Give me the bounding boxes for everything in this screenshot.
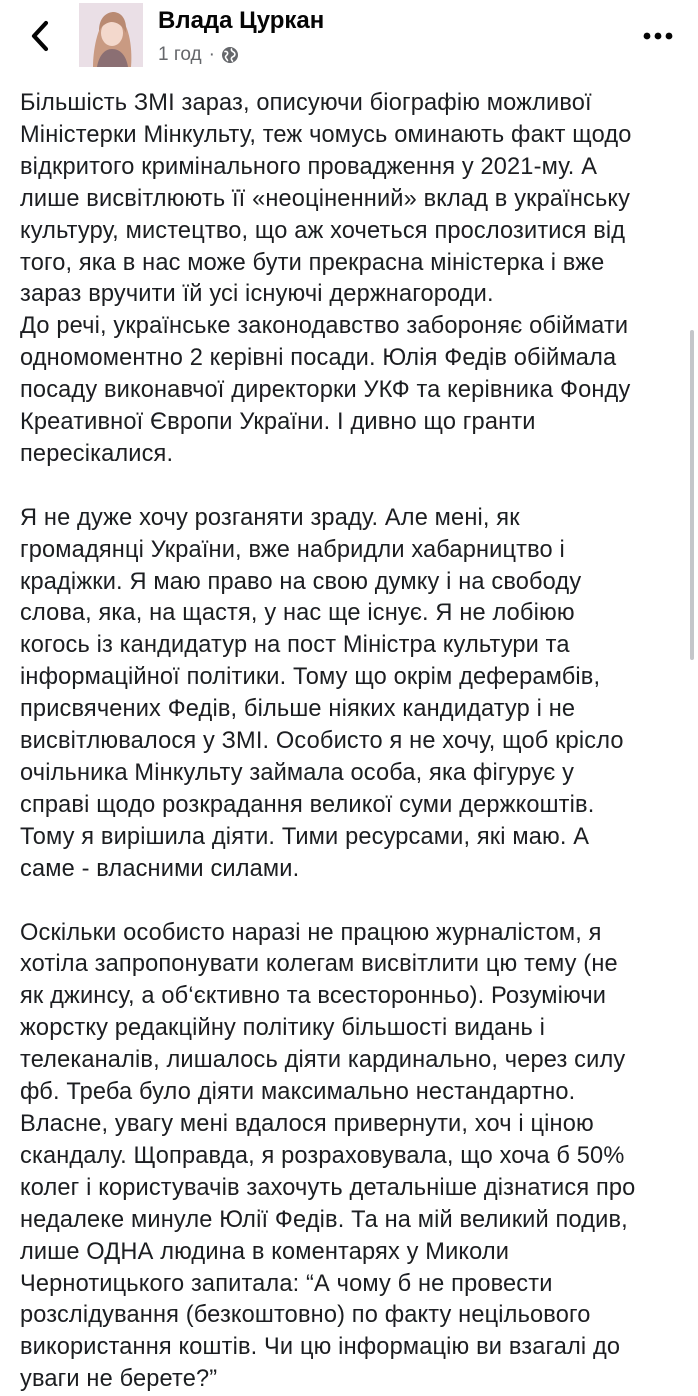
- post-line: Чернотицького запитала: “А чому б не провести: [20, 1270, 553, 1297]
- post-line: слова, яка, на щастя, у нас ще існує. Я не лобіюю: [20, 600, 575, 627]
- chevron-left-icon: [29, 18, 51, 54]
- post-line: До речі, українське законодавство забороняє обіймати: [20, 313, 629, 340]
- post-line: Я не дуже хочу розганяти зраду. Але мені, як: [20, 504, 520, 531]
- post-line: того, яка в нас може бути прекрасна міністерка і вже: [20, 249, 605, 276]
- author-name[interactable]: Влада Цуркан: [158, 7, 325, 34]
- post-line: уваги не берете?”: [20, 1366, 218, 1393]
- post-line: як джинсу, а об‘єктивно та всесторонньо). Розуміючи: [20, 983, 607, 1010]
- post-line: лише висвітлюють її «неоціненний» вклад в українську: [20, 185, 631, 212]
- more-options-button[interactable]: [636, 22, 680, 50]
- post-line: розслідування (безкоштовно) по факту нецільового: [20, 1302, 591, 1329]
- post-line: висвітлювалося у ЗМІ. Особисто я не хочу, щоб крісло: [20, 728, 624, 755]
- post-line: відкритого кримінального провадження у 2021-му. А: [20, 153, 598, 180]
- avatar-image: [79, 3, 143, 67]
- post-line: використання коштів. Чи цю інформацію ви взагалі до: [20, 1334, 621, 1361]
- post-line: крадіжки. Я маю право на свою думку і на свободу: [20, 568, 582, 595]
- post-line: скандалу. Щоправда, я розраховувала, що хоча б 50%: [20, 1142, 625, 1169]
- avatar[interactable]: [79, 3, 143, 67]
- post-line: культуру, мистецтво, що аж хочеться прослозитися від: [20, 217, 626, 244]
- post-line: Власне, увагу мені вдалося привернути, хоч і ціною: [20, 1110, 594, 1137]
- post-line: зараз вручити їй усі існуючі держнагороди.: [20, 281, 494, 308]
- post-line: посаду виконавчої директорки УКФ та керівника Фонду: [20, 377, 631, 404]
- more-dots-icon: [643, 32, 673, 40]
- paragraph-gap: [20, 886, 680, 918]
- post-line: Креативної Європи України. І дивно що гранти: [20, 409, 536, 436]
- post-line: пересікалися.: [20, 440, 174, 467]
- back-button[interactable]: [20, 14, 60, 58]
- scrollbar[interactable]: [690, 330, 694, 660]
- post-line: хотіла запропонувати колегам висвітлити цю тему (не: [20, 951, 618, 978]
- globe-icon[interactable]: [221, 46, 239, 64]
- post-line: Тому я вирішила діяти. Тими ресурсами, які маю. А: [20, 823, 590, 850]
- paragraph-gap: [20, 471, 680, 503]
- post-meta: [158, 44, 239, 66]
- post-line: очільника Мінкульту займала особа, яка фігурує у: [20, 760, 575, 787]
- post-time[interactable]: 1 год: [158, 44, 202, 65]
- post-line: лише ОДНА людина в коментарях у Миколи: [20, 1238, 510, 1265]
- post-line: жорстку редакційну політику більшості видань і: [20, 1015, 546, 1042]
- post-text: [20, 88, 680, 1396]
- post-line: фб. Треба було діяти максимально нестандартно.: [20, 1079, 576, 1106]
- post-line: саме - власними силами.: [20, 855, 300, 882]
- post-line: Більшість ЗМІ зараз, описуючи біографію можливої: [20, 90, 592, 116]
- post-line: телеканалів, лишалось діяти кардинально, через силу: [20, 1047, 626, 1074]
- meta-separator: ·: [208, 44, 215, 65]
- post-line: присвячених Федів, більше ніяких кандидатур і не: [20, 696, 576, 723]
- post-line: Міністерки Мінкульту, теж чомусь оминають факт щодо: [20, 121, 632, 148]
- post-line: громадянці України, вже набридли хабарництво і: [20, 536, 565, 563]
- post-line: недалеке минуле Юлії Федів. Та на мій великий подив,: [20, 1206, 628, 1233]
- post-line: колег і користувачів захочуть детальніше дізнатися про: [20, 1174, 636, 1201]
- post-line: Оскільки особисто наразі не працюю журналістом, я: [20, 919, 602, 946]
- post-line: когось із кандидатур на пост Міністра культури та: [20, 632, 570, 659]
- post-header: [0, 0, 698, 80]
- post-line: інформаційної політики. Тому що окрім деферамбів,: [20, 664, 601, 691]
- post-line: справі щодо розкрадання великої суми держкоштів.: [20, 791, 595, 818]
- post-line: одномоментно 2 керівні посади. Юлія Федів обіймала: [20, 345, 617, 372]
